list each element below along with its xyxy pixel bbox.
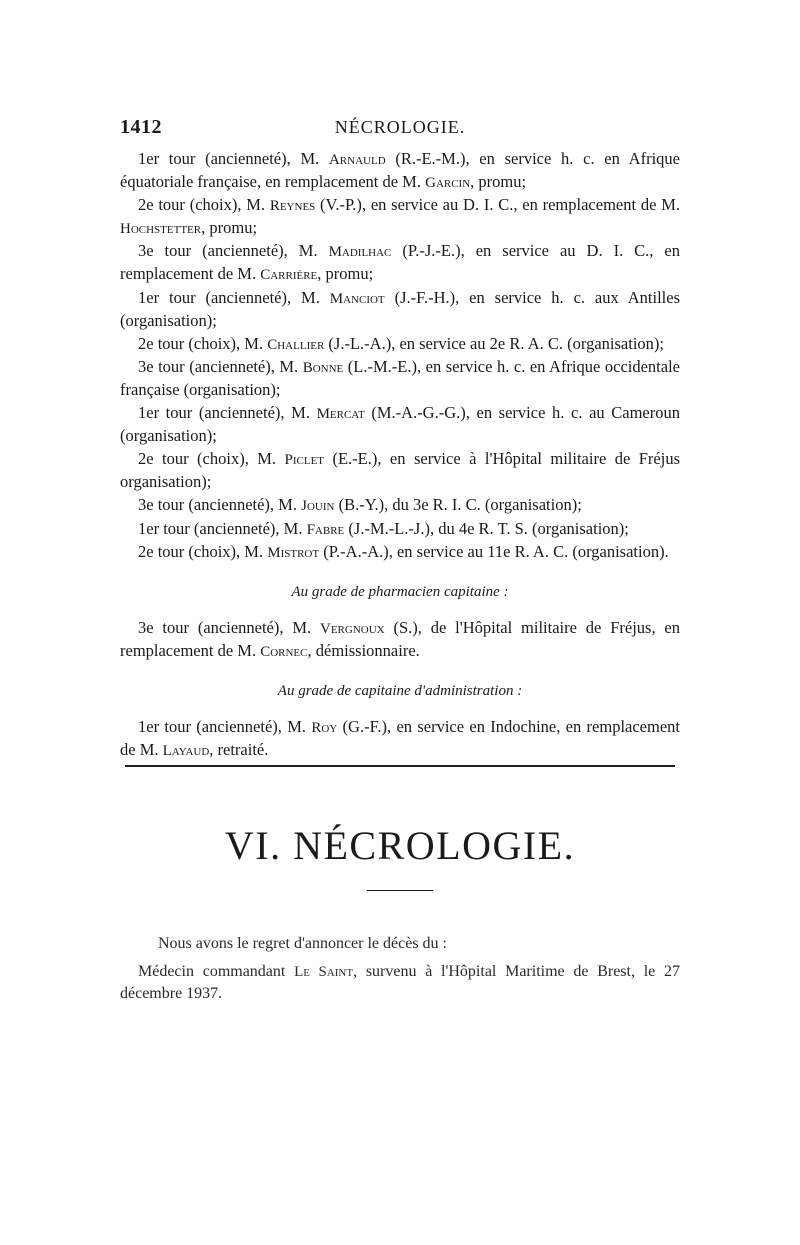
promotion-entry xyxy=(120,402,680,448)
promotion-entry xyxy=(120,494,680,517)
entry-text: (S.), de l'Hôpital militaire de Fréjus, en remplacement de M. xyxy=(120,617,680,660)
promotion-entry xyxy=(120,541,680,564)
promotion-list xyxy=(120,148,680,762)
promotion-entry xyxy=(120,716,680,762)
necrology-details: , survenu à l'Hôpital Maritime de Brest, le 27 décembre 1937. xyxy=(120,963,680,1002)
entry-text: (J.-M.-L.-J.), du 4e R. T. S. (organisation); xyxy=(344,518,629,538)
officer-name: Mistrot xyxy=(267,544,320,561)
entry-text: (P.-A.-A.), en service au 11e R. A. C. (organisation). xyxy=(319,541,669,561)
entry-text: , promu; xyxy=(470,172,527,192)
entry-text: 1er tour (ancienneté), M. xyxy=(138,287,330,307)
entry-text: 1er tour (ancienneté), M. xyxy=(138,518,307,538)
entry-text: (L.-M.-E.), en service h. c. en Afrique occidentale française (organisation); xyxy=(120,356,680,399)
entry-text: 1er tour (ancienneté), M. xyxy=(138,403,317,423)
entry-text: (M.-A.-G.-G.), en service h. c. au Cameroun (organisation); xyxy=(120,403,680,446)
promotion-entry xyxy=(120,617,680,663)
promotion-entry xyxy=(120,194,680,240)
officer-name: Piclet xyxy=(284,452,325,469)
entry-text: 3e tour (ancienneté), M. xyxy=(138,495,302,515)
section-divider xyxy=(125,765,675,767)
promotion-entry xyxy=(120,448,680,494)
page-header xyxy=(120,116,680,144)
entry-text: (P.-J.-E.), en service au D. I. C., en remplacement de M. xyxy=(120,241,680,284)
promotion-entry xyxy=(120,333,680,356)
entry-text: (J.-F.-H.), en service h. c. aux Antilles (organisation); xyxy=(120,287,681,330)
necrology-intro: Nous avons le regret d'annoncer le décès du : xyxy=(158,935,447,952)
entry-text: (B.-Y.), du 3e R. I. C. (organisation); xyxy=(334,495,582,515)
necrology-notice xyxy=(120,933,680,1005)
officer-name: Manciot xyxy=(329,290,385,307)
officer-name: Cornec xyxy=(260,643,308,660)
entry-text: 2e tour (choix), M. xyxy=(138,195,270,215)
officer-name: Hochstetter xyxy=(120,221,202,238)
entry-text: , promu; xyxy=(317,264,374,284)
entry-text: (R.-E.-M.), en service h. c. en Afrique équatoriale française, en remplacement de M. xyxy=(120,149,680,192)
officer-name: Reynes xyxy=(269,198,316,215)
officer-name: Jouin xyxy=(301,498,335,515)
deceased-name: Le Saint xyxy=(294,964,354,980)
entry-text: 2e tour (choix), M. xyxy=(138,449,285,469)
page-number: 1412 xyxy=(120,116,162,138)
entry-text: 3e tour (ancienneté), M. xyxy=(138,241,329,261)
officer-name: Bonne xyxy=(302,359,344,376)
administration-promotions xyxy=(120,716,680,762)
officer-name: Layaud xyxy=(162,743,210,760)
subhead-pharmacien: Au grade de pharmacien capitaine : xyxy=(291,583,509,600)
entry-text: 1er tour (ancienneté), M. xyxy=(138,149,329,168)
officer-name: Carrière xyxy=(260,267,318,284)
title-underline xyxy=(367,890,433,891)
entry-text: (V.-P.), en service au D. I. C., en remplacement de M. xyxy=(315,195,680,215)
entry-text: (J.-L.-A.), en service au 2e R. A. C. (organisation); xyxy=(324,333,664,353)
entry-text: , démissionnaire. xyxy=(307,640,420,660)
entry-text: (G.-F.), en service en Indochine, en remplacement de M. xyxy=(120,717,681,760)
promotion-entry xyxy=(120,356,680,402)
entry-text: (E.-E.), en service à l'Hôpital militaire de Fréjus organisation); xyxy=(120,449,680,492)
promotion-entry xyxy=(120,518,680,541)
entry-text: 2e tour (choix), M. xyxy=(138,541,268,561)
necrology-entry xyxy=(120,961,680,1005)
entry-text: 3e tour (ancienneté), M. xyxy=(138,617,320,637)
officer-name: Madilhac xyxy=(328,244,392,261)
promotion-entry xyxy=(120,287,680,333)
officer-name: Roy xyxy=(311,720,338,737)
promotion-entry xyxy=(120,240,680,286)
entry-text: 1er tour (ancienneté), M. xyxy=(138,717,312,737)
officer-name: Arnauld xyxy=(328,152,386,168)
officer-name: Fabre xyxy=(306,521,345,538)
promotion-entry xyxy=(120,148,680,194)
officer-name: Vergnoux xyxy=(320,620,385,637)
medecin-promotions xyxy=(120,148,680,564)
entry-text: 3e tour (ancienneté), M. xyxy=(138,356,303,376)
pharmacien-promotions xyxy=(120,617,680,663)
entry-text: , promu; xyxy=(201,218,258,238)
officer-name: Challier xyxy=(267,336,325,353)
entry-text: , retraité. xyxy=(209,740,269,760)
running-title: NÉCROLOGIE. xyxy=(334,117,466,137)
necrology-rank: Médecin commandant xyxy=(138,963,295,980)
officer-name: Garcin xyxy=(425,175,471,192)
subhead-administration: Au grade de capitaine d'administration : xyxy=(277,682,523,699)
officer-name: Mercat xyxy=(316,406,365,423)
entry-text: 2e tour (choix), M. xyxy=(138,333,268,353)
section-title: VI. NÉCROLOGIE. xyxy=(224,823,576,868)
